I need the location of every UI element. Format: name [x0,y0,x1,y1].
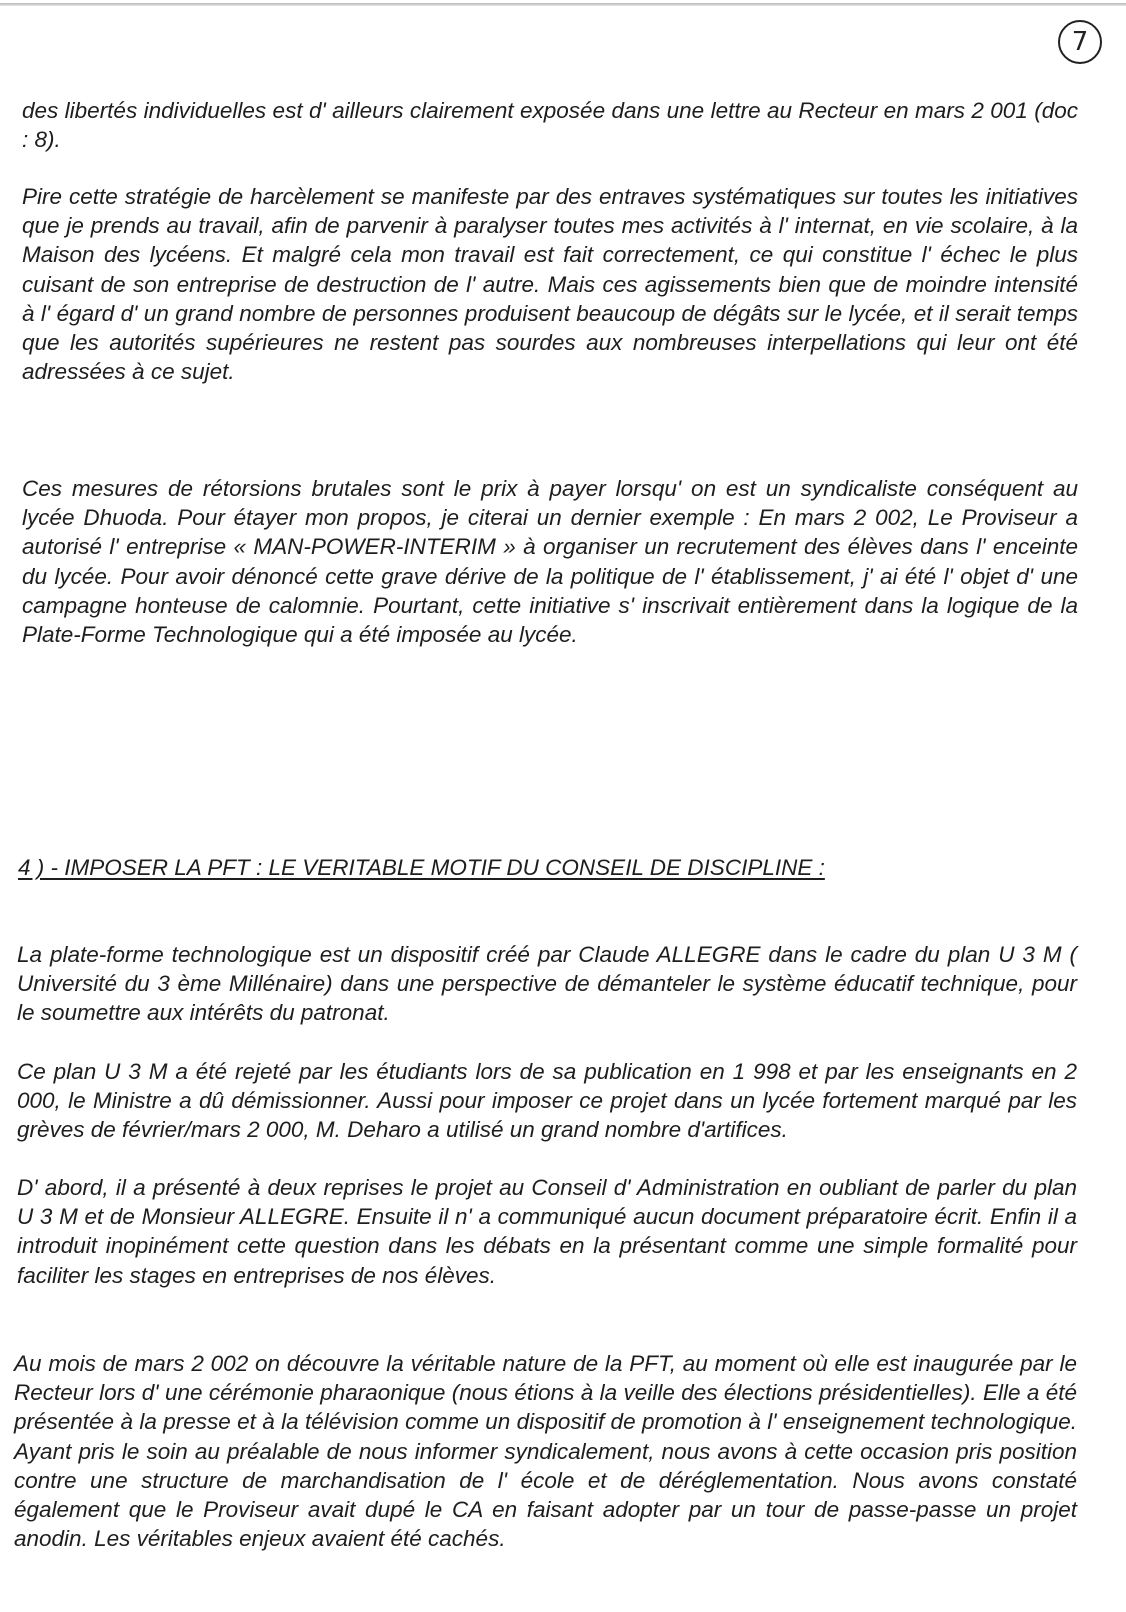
paragraph-inauguration: Au mois de mars 2 002 on découvre la véritable nature de la PFT, au moment où elle est inaugurée par le Recteur lors d' une cérémonie pharaonique (nous étions à la veille des élections présidentielles). Elle a été présentée à la presse et à la télévision comme un dispositif de promotion à l' enseignement technologique. Ayant pris le soin au préalable de nous informer syndicalement, nous avons à cette occasion pris position contre une structure de marchandisation de l' école et de déréglementation. Nous avons constaté également que le Proviseur avait dupé le CA en faisant adopter par un tour de passe-passe un projet anodin. Les véritables enjeux avaient été cachés. [14,1351,1077,1552]
paragraph-pft-definition: La plate-forme technologique est un dispositif créé par Claude ALLEGRE dans le cadre du plan U 3 M ( Université du 3 ème Millénaire) dans une perspective de démanteler le système éducatif technique, pour le soumettre aux intérêts du patronat. [17,942,1077,1026]
paragraph-board-presentation: D' abord, il a présenté à deux reprises le projet au Conseil d' Administration en oubliant de parler du plan U 3 M et de Monsieur ALLEGRE. Ensuite il n' a communiqué aucun document préparatoire écrit. Enfin il a introduit inopinément cette question dans les débats en la présentant comme une simple formalité pour faciliter les stages en entreprises de nos élèves. [17,1175,1077,1288]
paragraph-harassment: Pire cette stratégie de harcèlement se manifeste par des entraves systématiques sur toutes les initiatives que je prends au travail, afin de parvenir à paralyser toutes mes activités à l' internat, en vie scolaire, à la Maison des lycéens. Et malgré cela mon travail est fait correctement, ce qui constitue l' échec le plus cuisant de son entreprise de destruction de l' autre. Mais ces agissements bien que de moindre intensité à l' égard d' un grand nombre de personnes produisent beaucoup de dégâts sur le lycée, et il serait temps que les autorités supérieures ne restent pas sourdes aux nombreuses interpellations qui leur ont été adressées à ce sujet. [22,184,1078,385]
page-number: 7 [1071,27,1089,57]
paragraph-liberties: des libertés individuelles est d' ailleurs clairement exposée dans une lettre au Recteur en mars 2 001 (doc : 8). [22,98,1078,153]
page-number-circle [1058,20,1102,64]
paragraph-u3m-plan: Ce plan U 3 M a été rejeté par les étudiants lors de sa publication en 1 998 et par les enseignants en 2 000, le Ministre a dû démissionner. Aussi pour imposer ce projet dans un lycée fortement marqué par les grèves de février/mars 2 000, M. Deharo a utilisé un grand nombre d'artifices. [17,1059,1077,1143]
scan-top-edge [0,3,1126,6]
paragraph-retaliation: Ces mesures de rétorsions brutales sont le prix à payer lorsqu' on est un syndicaliste conséquent au lycée Dhuoda. Pour étayer mon propos, je citerai un dernier exemple : En mars 2 002, Le Proviseur a autorisé l' entreprise « MAN-POWER-INTERIM » à organiser un recrutement des élèves dans l' enceinte du lycée. Pour avoir dénoncé cette grave dérive de la politique de l' établissement, j' ai été l' objet d' une campagne honteuse de calomnie. Pourtant, cette initiative s' inscrivait entièrement dans la logique de la Plate-Forme Technologique qui a été imposée au lycée. [22,476,1078,648]
section-heading: 4 ) - IMPOSER LA PFT : LE VERITABLE MOTIF DU CONSEIL DE DISCIPLINE : [18,855,825,880]
